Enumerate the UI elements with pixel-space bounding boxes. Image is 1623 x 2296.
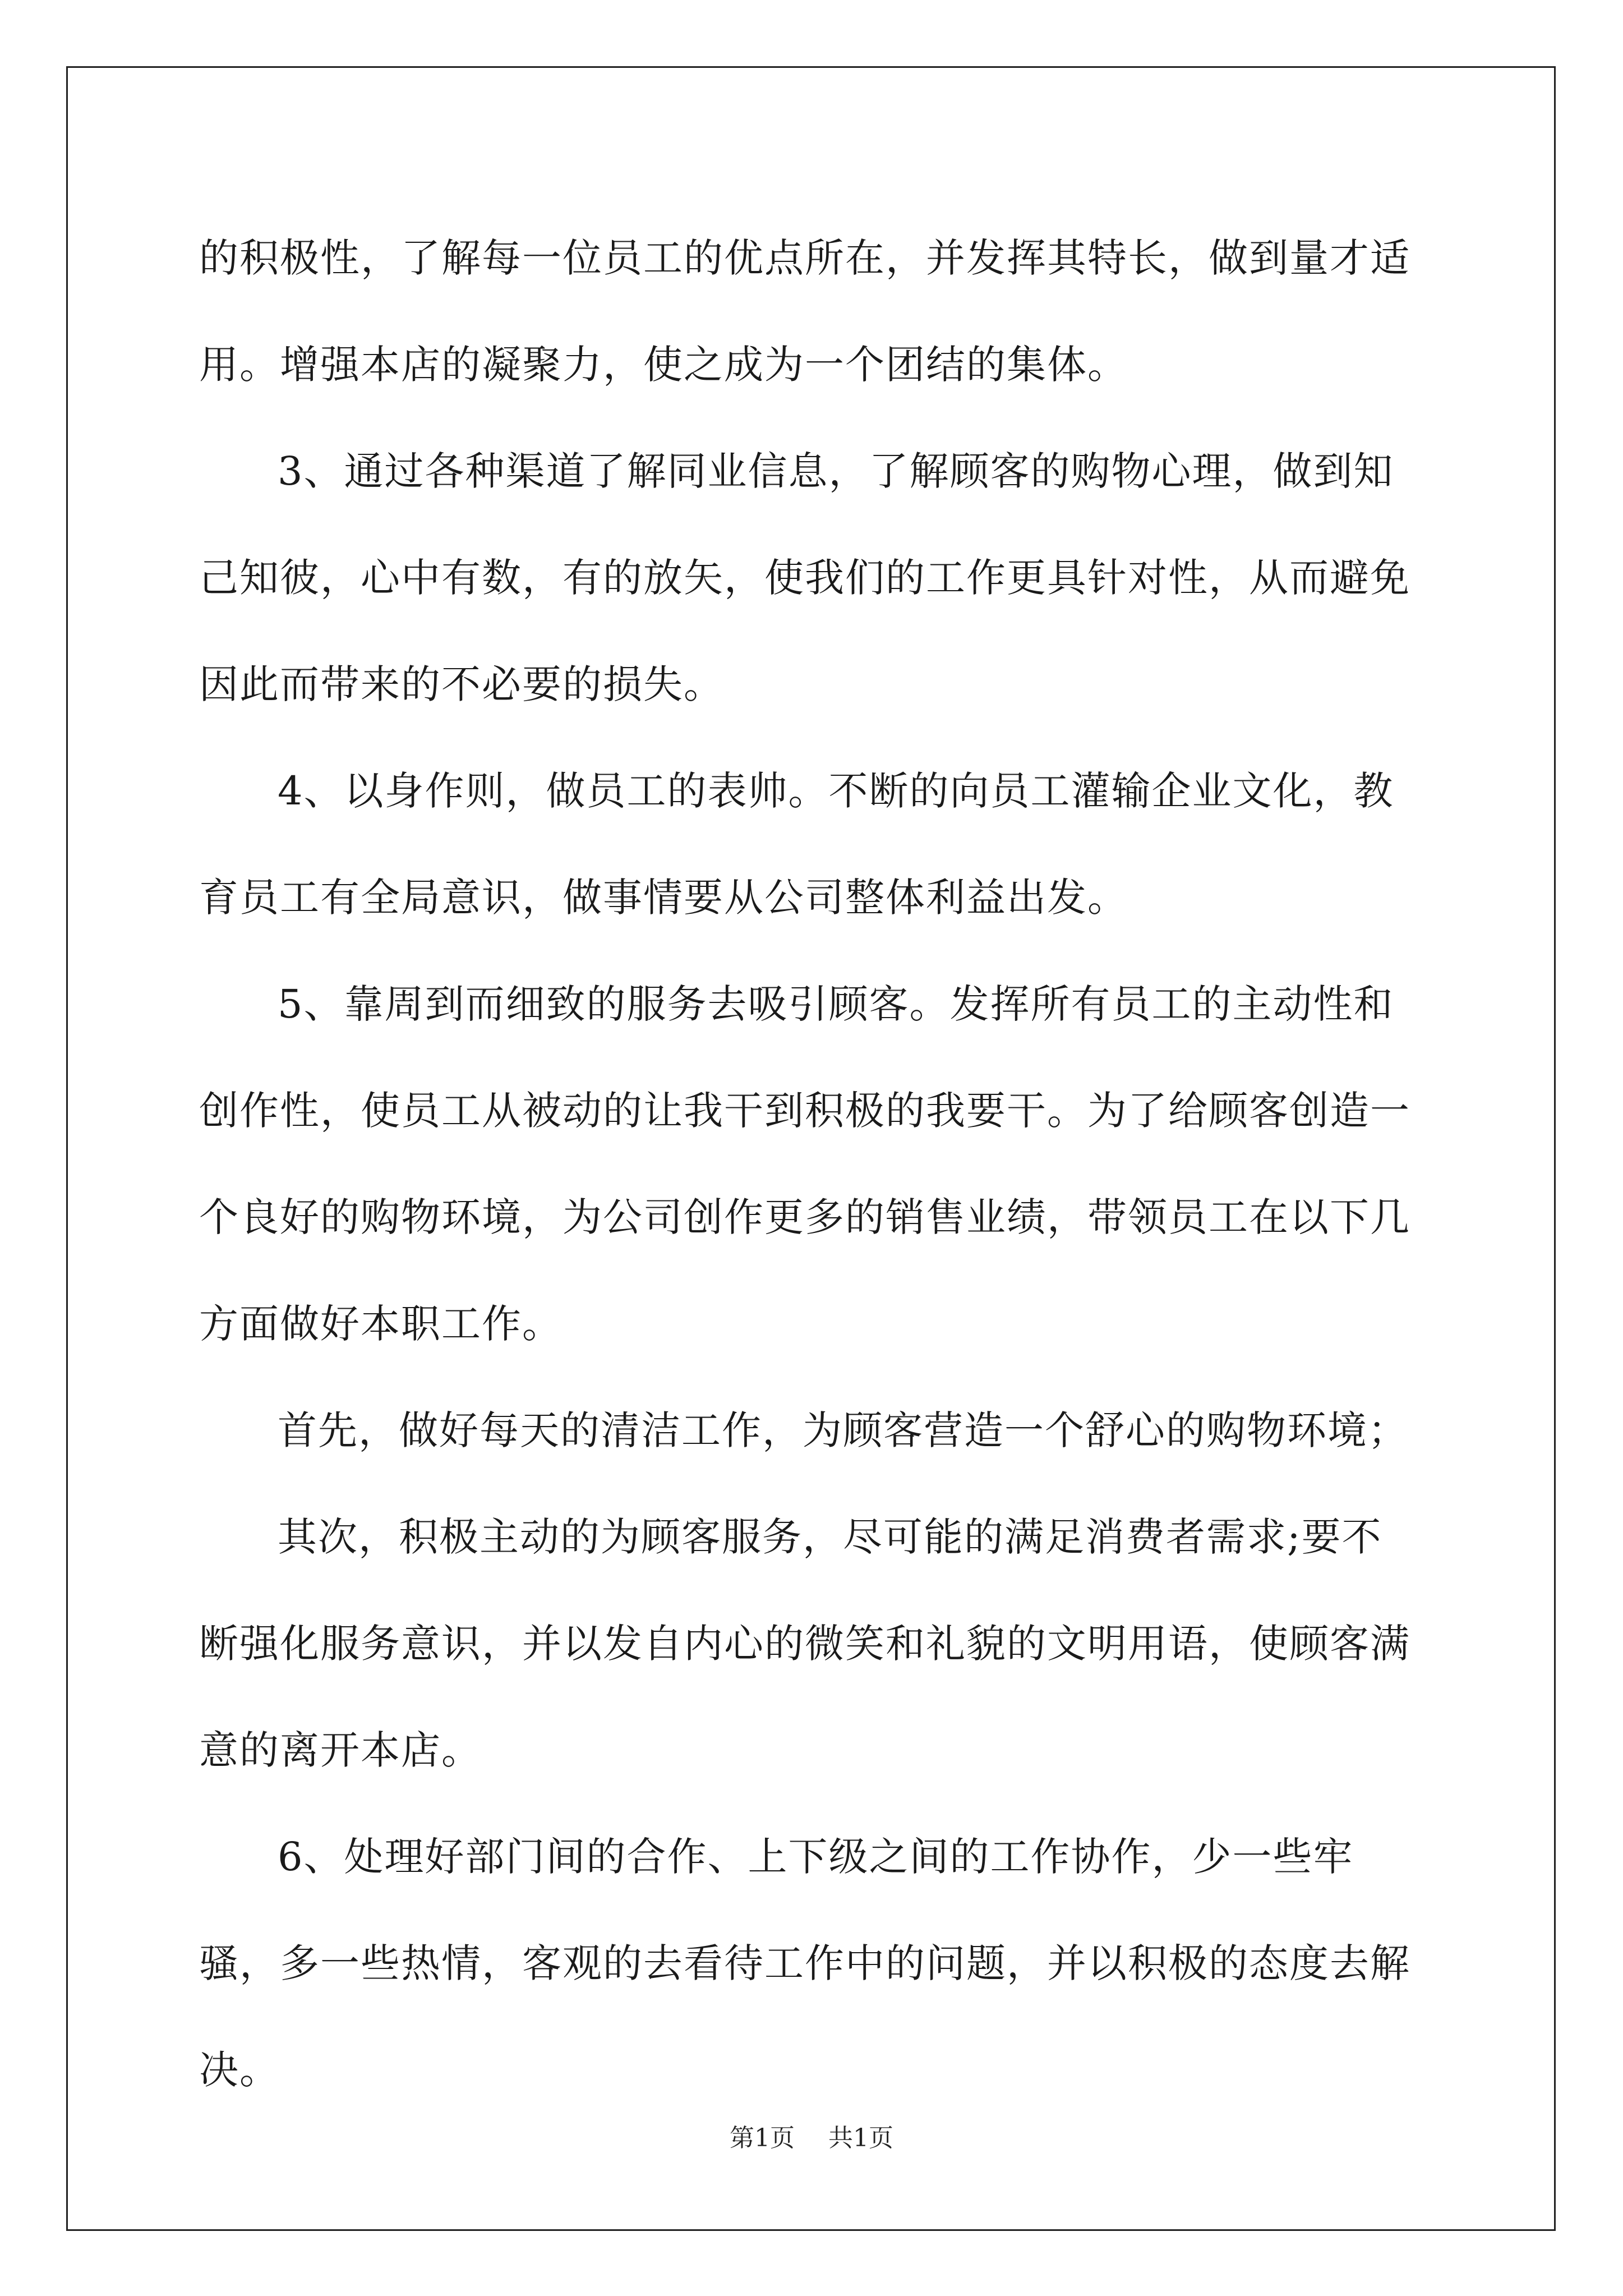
page-footer [0,2118,1623,2154]
paragraph-5: 首先，做好每天的清洁工作，为顾客营造一个舒心的购物环境； [278,1407,1408,1453]
paragraph-4: 5、靠周到而细致的服务去吸引顾客。发挥所有员工的主动性和创作性，使员工从被动的让我干到积极的我要干。为了给顾客创造一个良好的购物环境，为公司创作更多的销售业绩，带领员工在以下几方面做好本职工作。 [199,981,1410,1347]
page-total: 共1页 [828,2124,893,2152]
paragraph-2: 3、通过各种渠道了解同业信息，了解顾客的购物心理，做到知己知彼，心中有数，有的放矢，使我们的工作更具针对性，从而避免因此而带来的不必要的损失。 [199,448,1410,707]
document-body [199,205,1422,2123]
paragraph-1: 的积极性，了解每一位员工的优点所在，并发挥其特长，做到量才适用。增强本店的凝聚力，使之成为一个团结的集体。 [199,235,1410,388]
paragraph-6: 其次，积极主动的为顾客服务，尽可能的满足消费者需求;要不断强化服务意识，并以发自内心的微笑和礼貌的文明用语，使顾客满意的离开本店。 [199,1514,1410,1773]
paragraph-7: 6、处理好部门间的合作、上下级之间的工作协作，少一些牢骚，多一些热情，客观的去看待工作中的问题，并以积极的态度去解决。 [199,1834,1410,2093]
page-number: 第1页 [730,2124,795,2152]
paragraph-3: 4、以身作则，做员工的表帅。不断的向员工灌输企业文化，教育员工有全局意识，做事情要从公司整体利益出发。 [199,768,1394,921]
